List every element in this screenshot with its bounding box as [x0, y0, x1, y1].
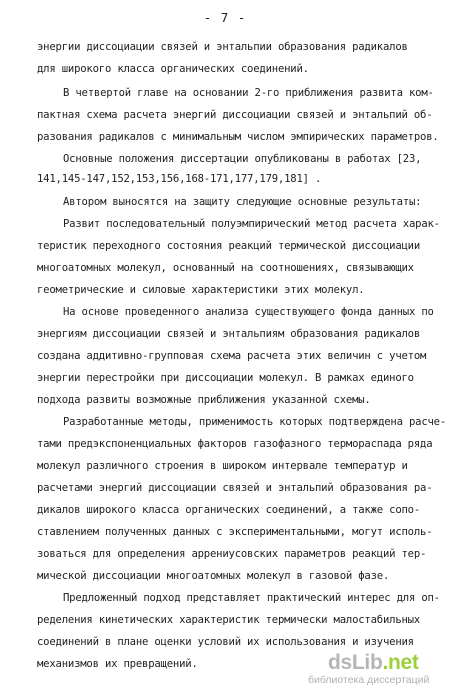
text-line: теристик переходного состояния реакций термической диссоциации: [37, 240, 421, 252]
text-line: Автором выносятся на защиту следующие основные результаты:: [63, 196, 422, 208]
text-line: многоатомных молекул, основанный на соотношениях, связывающих: [37, 262, 414, 274]
page-number: - 7 -: [203, 10, 247, 25]
text-line: для широкого класса органических соединений.: [37, 63, 309, 75]
text-line: разования радикалов с минимальным числом эмпирических параметров.: [37, 131, 439, 143]
text-line: энергиям диссоциации связей и энтальпиям образования радикалов: [37, 328, 421, 340]
text-line: В четвертой главе на основании 2-го приближения развита ком-: [63, 87, 434, 99]
text-line: дикалов широкого класса органических соединений, а также сопо-: [37, 504, 421, 516]
text-line: пактная схема расчета энергий диссоциации связей и энтальпий об-: [37, 109, 433, 121]
text-line: энергии перестройки при диссоциации молекул. В рамках единого: [37, 372, 414, 384]
text-line: механизмов их превращений.: [37, 658, 198, 670]
text-line: Разработанные методы, применимость которых подтверждена расче-: [63, 416, 447, 428]
watermark: [308, 651, 436, 686]
text-line: ределения кинетических характеристик термически малостабильных: [37, 614, 421, 626]
watermark-logo: [328, 652, 436, 674]
watermark-logo-main: dsLib: [328, 651, 383, 674]
text-line: Предложенный подход представляет практический интерес для оп-: [63, 592, 440, 604]
text-line: ставлением полученных данных с экспериментальными, могут исполь-: [37, 526, 433, 538]
text-line: зоваться для определения аррениусовских параметров реакций тер-: [37, 548, 427, 560]
text-line: расчетами энергий диссоциации связей и энтальпий образования ра-: [37, 482, 433, 494]
watermark-subtitle: библиотека диссертаций: [308, 674, 430, 686]
text-line: геометрические и силовые характеристики этих молекул.: [37, 284, 365, 296]
text-line: 141,145-147,152,153,156,168-171,177,179,181] .: [37, 173, 322, 185]
text-line: создана аддитивно-групповая схема расчета этих величин с учетом: [37, 350, 427, 362]
text-line: соединений в плане оценки условий их использования и изучения: [37, 636, 414, 648]
text-line: энергии диссоциации связей и энтальпии образования радикалов: [37, 41, 408, 53]
text-line: На основе проведенного анализа существующего фонда данных по: [63, 306, 434, 318]
text-line: Развит последовательный полуэмпирический метод расчета харак-: [63, 218, 440, 230]
text-line: мической диссоциации многоатомных молекул в газовой фазе.: [37, 570, 390, 582]
watermark-logo-accent: .net: [382, 651, 419, 674]
text-line: молекул различного строения в широком интервале температур и: [37, 460, 408, 472]
text-line: подхода развиты возможные приближения указанной схемы.: [37, 394, 371, 406]
text-line: Основные положения диссертации опубликованы в работах [23,: [63, 153, 422, 165]
text-line: тами предэкспоненциальных факторов газофазного термораспада ряда: [37, 438, 433, 450]
